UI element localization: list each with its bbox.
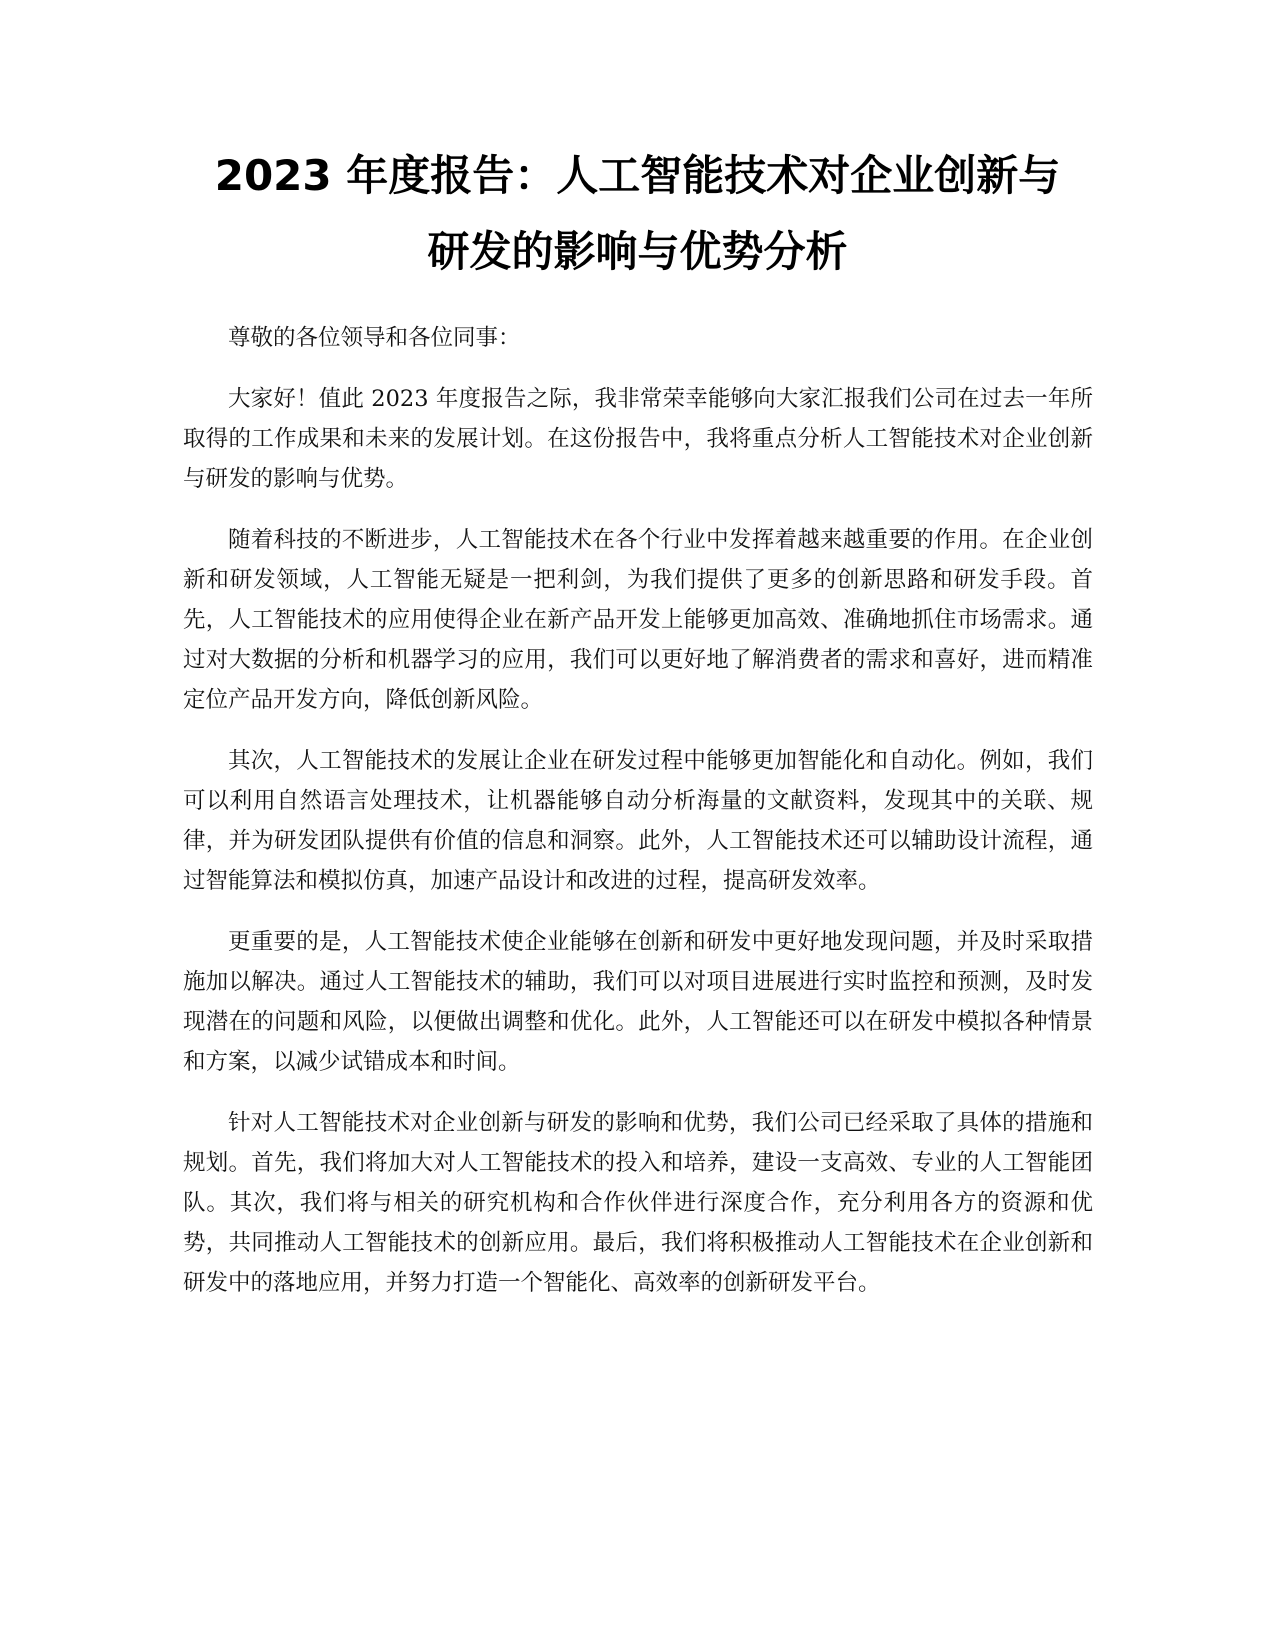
- paragraph-ai-importance: 随着科技的不断进步，人工智能技术在各个行业中发挥着越来越重要的作用。在企业创新和研发领域，人工智能无疑是一把利剑，为我们提供了更多的创新思路和研发手段。首先，人工智能技术的应用使得企业在新产品开发上能够更加高效、准确地抓住市场需求。通过对大数据的分析和机器学习的应用，我们可以更好地了解消费者的需求和喜好，进而精准定位产品开发方向，降低创新风险。: [183, 527, 1093, 713]
- paragraph-greeting: 大家好！值此 2023 年度报告之际，我非常荣幸能够向大家汇报我们公司在过去一年所取得的工作成果和未来的发展计划。在这份报告中，我将重点分析人工智能技术对企业创新与研发的影响与优势。: [183, 386, 1093, 492]
- document-body: [183, 318, 1093, 1324]
- salutation: 尊敬的各位领导和各位同事：: [228, 325, 521, 351]
- document-title: [150, 138, 1125, 290]
- title-line-2: 研发的影响与优势分析: [427, 227, 848, 276]
- paragraph-problem-solving: 更重要的是，人工智能技术使企业能够在创新和研发中更好地发现问题，并及时采取措施加以解决。通过人工智能技术的辅助，我们可以对项目进展进行实时监控和预测，及时发现潜在的问题和风险，以便做出调整和优化。此外，人工智能还可以在研发中模拟各种情景和方案，以减少试错成本和时间。: [183, 929, 1093, 1075]
- paragraph-automation: 其次，人工智能技术的发展让企业在研发过程中能够更加智能化和自动化。例如，我们可以利用自然语言处理技术，让机器能够自动分析海量的文献资料，发现其中的关联、规律，并为研发团队提供有价值的信息和洞察。此外，人工智能技术还可以辅助设计流程，通过智能算法和模拟仿真，加速产品设计和改进的过程，提高研发效率。: [183, 748, 1093, 894]
- title-line-1: 2023 年度报告：人工智能技术对企业创新与: [214, 151, 1061, 200]
- paragraph-measures: 针对人工智能技术对企业创新与研发的影响和优势，我们公司已经采取了具体的措施和规划。首先，我们将加大对人工智能技术的投入和培养，建设一支高效、专业的人工智能团队。其次，我们将与相关的研究机构和合作伙伴进行深度合作，充分利用各方的资源和优势，共同推动人工智能技术的创新应用。最后，我们将积极推动人工智能技术在企业创新和研发中的落地应用，并努力打造一个智能化、高效率的创新研发平台。: [183, 1110, 1093, 1296]
